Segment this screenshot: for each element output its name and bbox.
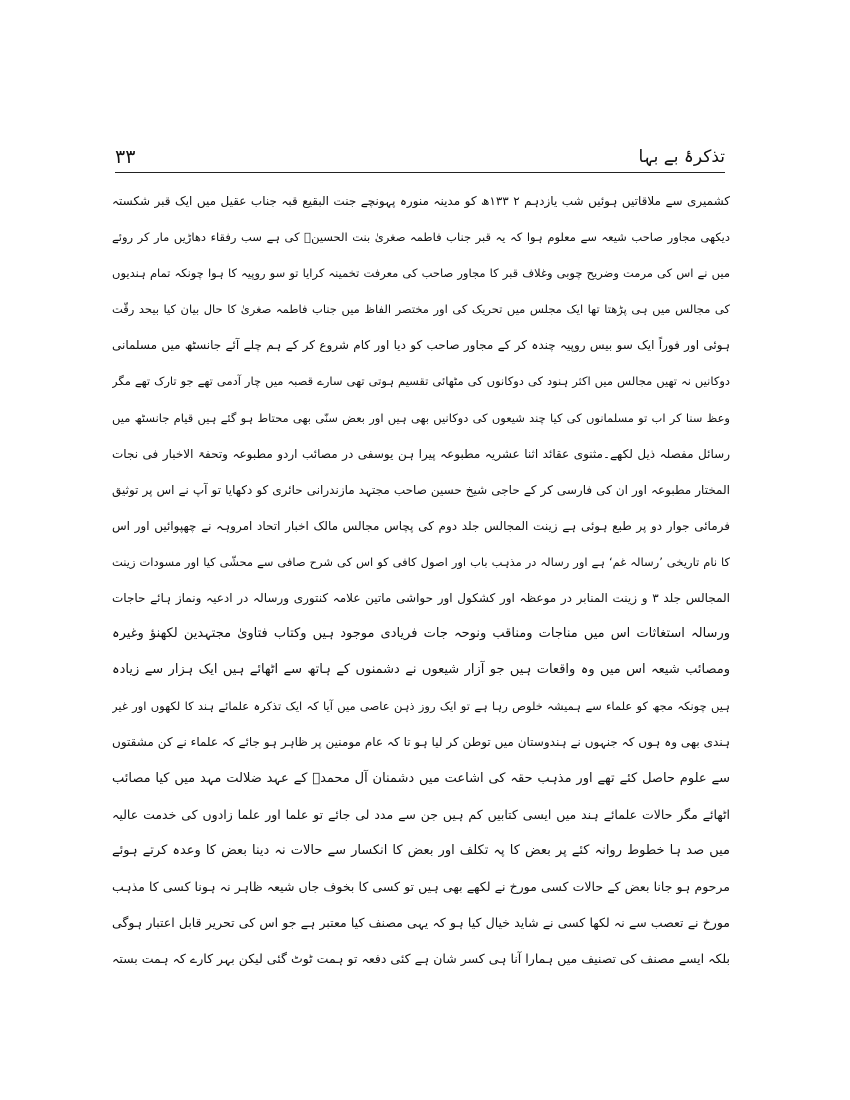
text-line: وعظ سنا کر اب تو مسلمانوں کی کیا چند شیعوں کی دوکانیں بھی ہیں اور بعض سنّی بھی محتاط ہو گئے ہیں قیام جانسٹھ میں xyxy=(112,410,730,425)
text-line: ومصائب شیعہ اس میں وہ واقعات ہیں جو آزار شیعوں نے دشمنوں کے ہاتھ سے اٹھائے ہیں ایک ہزار سے زیادہ xyxy=(112,662,730,678)
text-line: رسائل مفصلہ ذیل لکھے۔مثنوی عقائد اثنا عشریہ مطبوعہ پیرا ہن یوسفی در مصائب اردو مطبوعہ وتحفۃ الاخبار فی نجات xyxy=(112,446,730,461)
text-line: المجالس جلد ۳ و زینت المنابر در موعظہ اور کشکول اور حواشی ماتین علامہ کنتوری ورسالہ در ادعیہ ونماز ہائے حاجات xyxy=(112,591,730,606)
text-line: فرمائی جوار دو پر طبع ہوئی ہے زینت المجالس جلد دوم کی پچاس مجالس مالک اخبار اتحاد امروہہ نے چھپوائیں اور اس xyxy=(112,518,730,533)
text-line: دیکھی مجاور صاحب شیعہ سے معلوم ہوا کہ یہ قبر جناب فاطمہ صغریٰ بنت الحسینؑ کی ہے سب رفقاء دھاڑیں مار کر روئے xyxy=(112,230,730,245)
text-line: مورخ نے تعصب سے نہ لکھا کسی نے شاید خیال کیا ہو کہ یہی مصنف کیا معتبر ہے جو اس کی تحریر قابل اعتبار ہوگی xyxy=(112,914,730,930)
running-title: تذکرۂ بے بہا xyxy=(638,147,725,167)
text-line: اٹھائے مگر حالات علمائے ہند میں ایسی کتابیں کم ہیں جن سے مدد لی جائے تو علما اور علما زادوں کی خدمت عالیہ xyxy=(112,806,730,822)
text-line: ہوئی اور فوراً ایک سو بیس روپیہ چندہ کر کے مجاور صاحب کو دیا اور کام شروع کر کے ہم چلے آئے جانسٹھ میں مسلمانی xyxy=(112,338,730,353)
text-line: ہیں چونکہ مجھ کو علماء سے ہمیشہ خلوص رہا ہے تو ایک روز ذہن عاصی میں آیا کہ ایک تذکرہ علمائے ہند کا لکھوں اور غیر xyxy=(112,699,730,714)
text-line: میں صد ہا خطوط روانہ کئے پر بعض کا پہ تکلف اور بعض کا انکسار سے حالات نہ دینا بعض کا وعدہ کرتے ہوئے xyxy=(112,842,730,858)
header-divider xyxy=(115,172,725,173)
text-line: المختار مطبوعہ اور ان کی فارسی کر کے حاجی شیخ حسین صاحب مجتہد مازندرانی حائری کو دکھایا تو آپ نے اس پر توثیق xyxy=(112,482,730,497)
page-number: ٣٣ xyxy=(115,146,136,168)
page-header xyxy=(115,138,725,172)
text-line: کی مجالس میں ہی پڑھتا تھا ایک مجلس میں تحریک کی اور مختصر الفاظ میں جناب فاطمہ صغریٰ کا حال بیان کیا بیحد رقّت xyxy=(112,302,730,317)
text-line: ہندی بھی وہ ہوں کہ جنہوں نے ہندوستان میں توطن کر لیا ہو تا کہ عام مومنین پر ظاہر ہو جائے کہ علماء نے کن مشقتوں xyxy=(112,735,730,750)
text-line: میں نے اس کی مرمت وضریح چوبی وغلاف قبر کا مجاور صاحب کی معرفت تخمینہ کرایا تو سو روپیہ کا ہوا چونکہ تمام ہندیوں xyxy=(112,266,730,281)
text-line: کشمیری سے ملاقاتیں ہوئیں شب یازدہم ۲ ۱۳۳ھ کو مدینہ منورہ پہونچے جنت البقیع قبہ جناب عقیل میں ایک قبر شکستہ xyxy=(112,194,730,208)
text-line: ورسالہ استغاثات اس میں مناجات ومناقب ونوحہ جات فریادی موجود ہیں وکتاب فتاویٰ مجتہدین لکھنؤ وغیرہ xyxy=(112,626,730,642)
text-line: بلکہ ایسے مصنف کی تصنیف میں ہمارا آنا ہی کسر شان ہے کئی دفعہ تو ہمت ٹوٹ گئی لیکن بہر کارے کہ ہمت بستہ xyxy=(112,950,730,966)
text-line: کا نام تاریخی ’رسالہ غم‘ ہے اور رسالہ در مذہب باب اور اصول کافی کو اس کی شرح صافی سے محشّی کیا اور مسودات زینت xyxy=(112,554,730,569)
text-line: مرحوم ہو جانا بعض کے حالات کسی مورخ نے لکھے بھی ہیں تو کسی کا بخوف جاں شیعہ ظاہر نہ ہونا کسی کا مذہب xyxy=(112,878,730,894)
body-text xyxy=(112,183,730,977)
text-line: سے علوم حاصل کئے تھے اور مذہب حقہ کی اشاعت میں دشمنان آل محمدؐ کے عہد ضلالت مہد میں کیا مصائب xyxy=(112,770,730,786)
text-line: دوکانیں نہ تھیں مجالس میں اکثر ہنود کی دوکانوں کی مٹھائی تقسیم ہوتی تھی سارے قصبہ میں چار آدمی تھے جو تارک تھے مگر xyxy=(112,374,730,389)
